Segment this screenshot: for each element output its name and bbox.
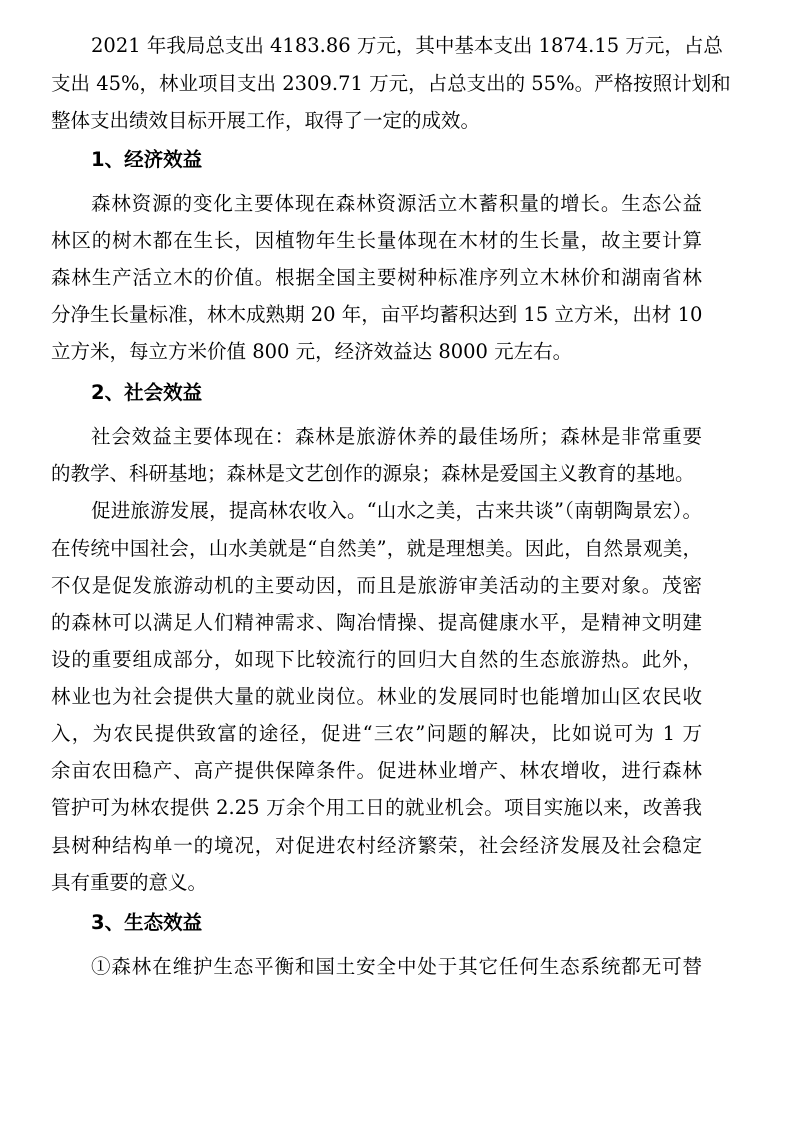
paragraph-line: 2021 年我局总支出 4183.86 万元，其中基本支出 1874.15 万元，占总 (91, 34, 723, 57)
paragraph-line: ①森林在维护生态平衡和国土安全中处于其它任何生态系统都无可替 (91, 955, 702, 978)
paragraph-line: 支出 45%，林业项目支出 2309.71 万元，占总支出的 55%。严格按照计划和 (51, 72, 731, 95)
paragraph-line: 森林生产活立木的价值。根据全国主要树种标准序列立木林价和湖南省林 (51, 266, 702, 289)
paragraph-line: 入，为农民提供致富的途径，促进“三农”问题的解决，比如说可为 1 万 (51, 722, 702, 745)
paragraph-line: 分净生长量标准，林木成熟期 20 年，亩平均蓄积达到 15 立方米，出材 10 (51, 303, 703, 326)
paragraph-line: 促进旅游发展，提高林农收入。“山水之美，古来共谈”（南朝陶景宏）。 (91, 499, 702, 522)
paragraph-line: 设的重要组成部分，如现下比较流行的回归大自然的生态旅游热。此外， (51, 648, 702, 671)
paragraph-line: 的森林可以满足人们精神需求、陶冶情操、提高健康水平，是精神文明建 (51, 611, 702, 634)
paragraph-line: 不仅是促发旅游动机的主要动因，而且是旅游审美活动的主要对象。茂密 (51, 574, 702, 597)
paragraph-line: 立方米，每立方米价值 800 元，经济效益达 8000 元左右。 (51, 340, 573, 363)
paragraph-line: 在传统中国社会，山水美就是“自然美”，就是理想美。因此，自然景观美， (51, 537, 702, 560)
section-heading-ecological: 3、生态效益 (91, 911, 203, 934)
paragraph-line: 的教学、科研基地；森林是文艺创作的源泉；森林是爱国主义教育的基地。 (51, 462, 695, 485)
paragraph-line: 具有重要的意义。 (51, 871, 208, 894)
paragraph-line: 社会效益主要体现在：森林是旅游休养的最佳场所；森林是非常重要 (91, 425, 702, 448)
paragraph-line: 林业也为社会提供大量的就业岗位。林业的发展同时也能增加山区农民收 (51, 685, 702, 708)
paragraph-line: 林区的树木都在生长，因植物年生长量体现在木材的生长量，故主要计算 (51, 229, 702, 252)
paragraph-line: 整体支出绩效目标开展工作，取得了一定的成效。 (51, 109, 481, 132)
paragraph-line: 森林资源的变化主要体现在森林资源活立木蓄积量的增长。生态公益 (91, 192, 702, 215)
paragraph-line: 管护可为林农提供 2.25 万余个用工日的就业机会。项目实施以来，改善我 (51, 796, 702, 819)
paragraph-line: 县树种结构单一的境况，对促进农村经济繁荣，社会经济发展及社会稳定 (51, 834, 702, 857)
section-heading-social: 2、社会效益 (91, 381, 203, 404)
section-heading-economic: 1、经济效益 (91, 148, 203, 171)
paragraph-line: 余亩农田稳产、高产提供保障条件。促进林业增产、林农增收，进行森林 (51, 759, 702, 782)
